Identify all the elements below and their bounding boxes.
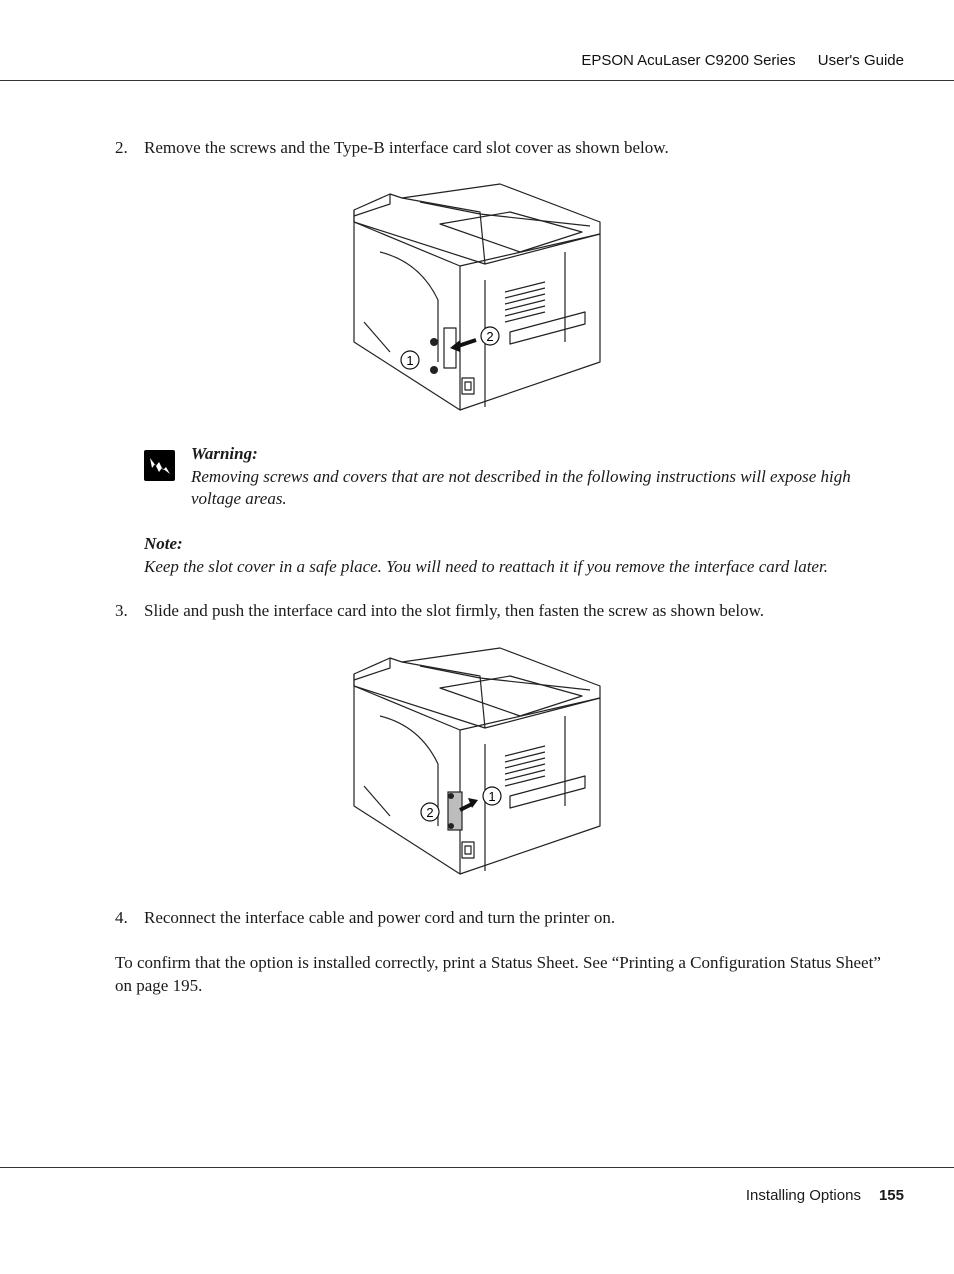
printer-illustration-remove-cover bbox=[350, 182, 605, 412]
footer-rule bbox=[0, 1167, 954, 1168]
warning-title: Warning: bbox=[191, 444, 258, 463]
page-number: 155 bbox=[878, 1187, 904, 1204]
note-block bbox=[144, 533, 904, 578]
note-text: Keep the slot cover in a safe place. You will need to reattach it if you remove the interface card later. bbox=[144, 556, 828, 576]
running-footer bbox=[746, 1187, 904, 1204]
warning-text: Removing screws and covers that are not described in the following instructions will expose high voltage areas. bbox=[191, 466, 851, 508]
figure1-callout-2: 2 bbox=[486, 329, 494, 344]
figure2-callout-1: 1 bbox=[488, 789, 496, 804]
footer-section: Installing Options bbox=[745, 1187, 861, 1204]
header-guide: User's Guide bbox=[817, 52, 904, 69]
figure1-callout-1: 1 bbox=[406, 353, 414, 368]
step-4 bbox=[115, 907, 615, 929]
closing-paragraph: To confirm that the option is installed correctly, print a Status Sheet. See “Printing a Configuration Status Sheet” on page 195. bbox=[115, 953, 881, 995]
step-2 bbox=[115, 137, 669, 159]
warning-icon bbox=[144, 450, 175, 481]
step-4-text: Reconnect the interface cable and power cord and turn the printer on. bbox=[144, 908, 616, 927]
step-3-text: Slide and push the interface card into the slot firmly, then fasten the screw as shown below. bbox=[144, 601, 765, 620]
header-product: EPSON AcuLaser C9200 Series bbox=[581, 52, 796, 69]
figure2-callout-2: 2 bbox=[426, 805, 434, 820]
note-title: Note: bbox=[144, 534, 183, 553]
running-header bbox=[581, 52, 904, 69]
header-rule bbox=[0, 80, 954, 81]
printer-illustration-insert-card bbox=[350, 646, 605, 876]
warning-block bbox=[191, 443, 891, 511]
step-2-number: 2. bbox=[115, 138, 128, 157]
step-3 bbox=[115, 600, 764, 622]
step-3-number: 3. bbox=[115, 601, 128, 620]
step-4-number: 4. bbox=[115, 908, 128, 927]
step-2-text: Remove the screws and the Type-B interface card slot cover as shown below. bbox=[144, 138, 669, 157]
